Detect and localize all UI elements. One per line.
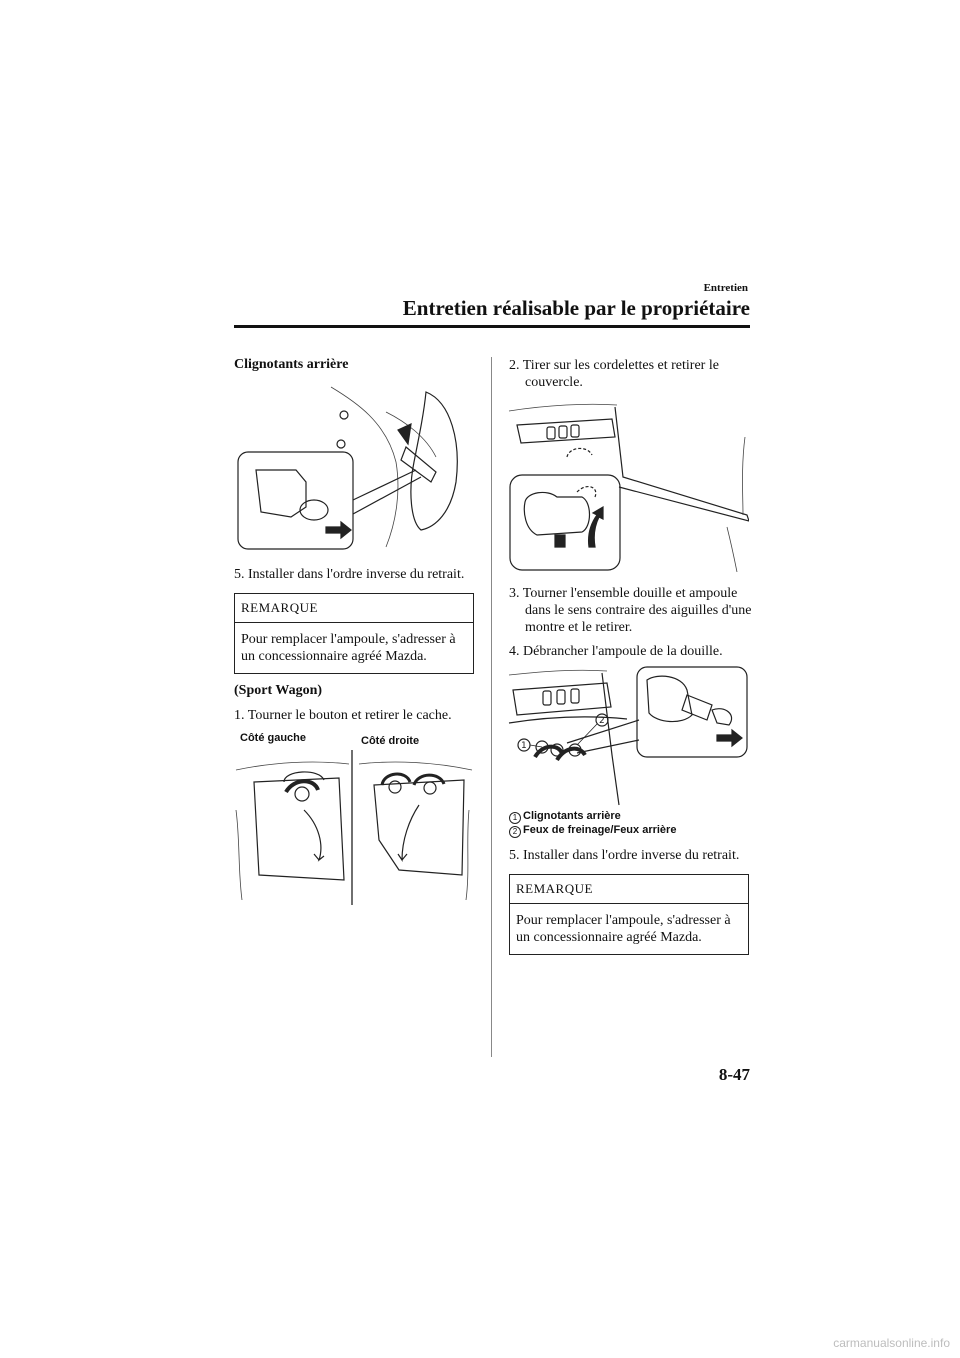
- rear-turn-signal-illustration: [236, 382, 476, 552]
- remark-box-right: [509, 874, 749, 955]
- step-5-left: 5. Installer dans l'ordre inverse du retrait.: [234, 567, 465, 582]
- step-4-right: 4. Débrancher l'ampoule de la douille.: [509, 644, 723, 659]
- legend-label: Clignotants arrière: [523, 810, 621, 822]
- trunk-cover-illustration: [507, 397, 749, 572]
- cover-knob-illustration: [234, 750, 474, 905]
- remark-box-left: [234, 593, 474, 674]
- remark-title: REMARQUE: [235, 594, 473, 623]
- watermark: carmanualsonline.info: [833, 1336, 950, 1350]
- step-5-right: 5. Installer dans l'ordre inverse du retrait.: [509, 848, 740, 863]
- label-cote-droite: Côté droite: [361, 735, 420, 747]
- section-label: Entretien: [703, 282, 748, 294]
- legend-item: [509, 810, 676, 824]
- legend-number: 1: [509, 812, 521, 824]
- legend-label: Feux de freinage/Feux arrière: [523, 824, 677, 836]
- label-cote-gauche: Côté gauche: [240, 732, 307, 744]
- remark-title: REMARQUE: [510, 875, 748, 904]
- page-title: Entretien réalisable par le propriétaire: [402, 296, 750, 320]
- svg-text:2: 2: [599, 716, 605, 726]
- step-3-right: 3. Tourner l'ensemble douille et ampoule dans le sens contraire des aiguilles d'une montre et le retirer.: [509, 586, 752, 635]
- step-2-right: 2. Tirer sur les cordelettes et retirer le couvercle.: [509, 358, 719, 390]
- remark-body: Pour remplacer l'ampoule, s'adresser à un concessionnaire agréé Mazda.: [241, 632, 456, 664]
- legend-item: [509, 824, 676, 838]
- heading-sport-wagon: (Sport Wagon): [234, 683, 323, 698]
- page-number: 8-47: [718, 1065, 750, 1084]
- remark-body: Pour remplacer l'ampoule, s'adresser à un concessionnaire agréé Mazda.: [516, 913, 731, 945]
- socket-bulb-illustration: [507, 665, 749, 810]
- header-rule: [234, 325, 750, 328]
- step-1-left: 1. Tourner le bouton et retirer le cache.: [234, 708, 452, 723]
- heading-clignotants-arriere: Clignotants arrière: [234, 357, 349, 372]
- column-divider: [491, 357, 492, 1057]
- svg-text:1: 1: [521, 741, 527, 751]
- legend-number: 2: [509, 826, 521, 838]
- legend: [509, 810, 676, 838]
